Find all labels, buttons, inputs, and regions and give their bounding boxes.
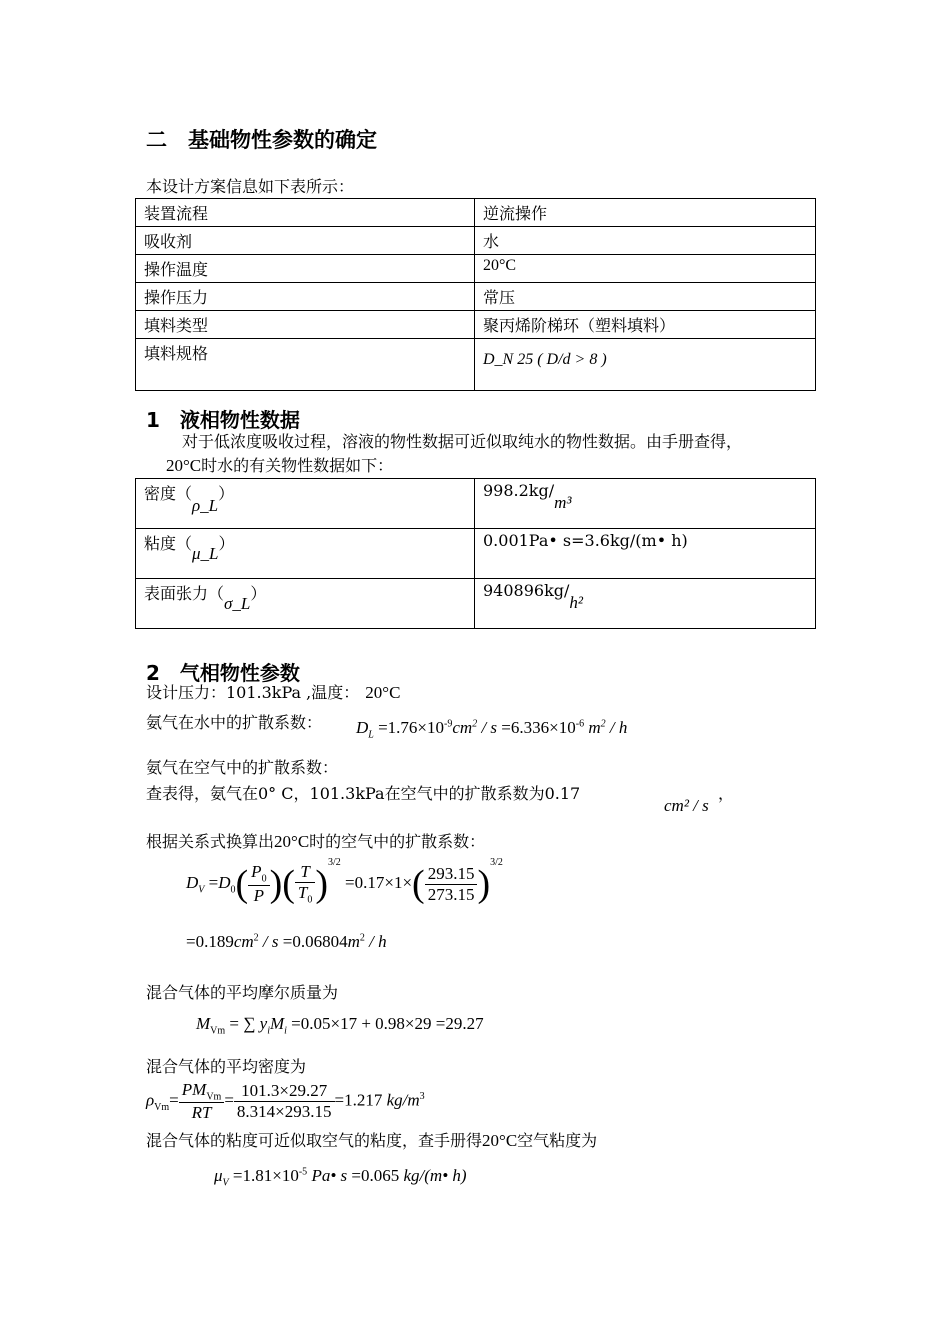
property-unit: m³	[554, 493, 572, 512]
dv-formula: $D_V =D_0$( $\frac{P_0}{P}$ )( $\frac{T}{T_0}$ )$^{3/2}$ =0.17×1×( $\frac{293.15}{273.15}$ )$^{3/2}$	[186, 857, 503, 906]
table-cell	[136, 529, 475, 579]
table-cell: 操作温度	[136, 255, 475, 283]
table-cell: 常压	[475, 283, 816, 311]
temperature: 20°C	[365, 683, 401, 702]
section-title: 二 基础物性参数的确定	[146, 128, 377, 152]
table-row	[136, 339, 816, 391]
lookup-unit: cm² / s	[664, 796, 709, 815]
temperature: 20°C	[482, 1131, 518, 1150]
density-label: 混合气体的平均密度为	[146, 1057, 307, 1076]
viscosity-text: 混合气体的粘度可近似取空气的粘度，查手册得	[146, 1131, 483, 1150]
table-cell: 聚丙烯阶梯环（塑料填料）	[475, 311, 816, 339]
lookup-line	[146, 783, 580, 805]
dv-result: $=0.189cm^2 / s =0.06804m^2 / h$	[186, 932, 387, 951]
temperature: 20°C	[166, 456, 202, 475]
density-formula: $\rho_{Vm}=$ $\frac{PM_{Vm}}{RT}$ = $\frac{101.3\times 29.27}{8.314\times 293.15}$ =1.217 $kg/m^3$	[146, 1080, 425, 1123]
table-cell	[136, 479, 475, 529]
diffusion-water-formula: $D_L =1.76\times 10^{-9}cm^2 / s =6.336\times 10^{-6}$ $m^2$ / h	[356, 718, 628, 741]
design-table	[135, 198, 816, 391]
table-cell	[136, 579, 475, 629]
liquid-paragraph: 对于低浓度吸收过程，溶液的物性数据可近似取纯水的物性数据。由手册查得，	[182, 432, 743, 451]
table-row	[136, 227, 816, 255]
property-label-close: ）	[218, 534, 235, 553]
density-symbol: ρ_L	[192, 496, 219, 515]
table-row	[136, 311, 816, 339]
lookup-text: 查表得，氨气在0° C，101.3kPa在空气中的扩散系数为0.17	[146, 784, 581, 803]
diffusion-air-label: 氨气在空气中的扩散系数：	[146, 758, 339, 777]
property-unit: h²	[569, 593, 584, 612]
liquid-paragraph-tail: 时水的有关物性数据如下：	[201, 456, 394, 475]
surface-tension-symbol: σ_L	[224, 594, 251, 613]
table-row	[136, 255, 816, 283]
mol-mass-label: 混合气体的平均摩尔质量为	[146, 983, 339, 1002]
design-pressure-line	[146, 682, 400, 704]
convert-text-tail: 时的空气中的扩散系数：	[309, 832, 486, 851]
property-label-close: ）	[218, 484, 235, 503]
table-cell: 填料类型	[136, 311, 475, 339]
table-cell: 水	[475, 227, 816, 255]
table-row	[136, 579, 816, 629]
table-row	[136, 479, 816, 529]
table-cell: 装置流程	[136, 199, 475, 227]
table-row	[136, 283, 816, 311]
table-cell: 20°C	[475, 255, 816, 283]
property-label: 粘度（	[144, 534, 193, 553]
temperature: 20°C	[274, 832, 310, 851]
intro-text: 本设计方案信息如下表所示：	[146, 177, 355, 196]
liquid-table	[135, 478, 816, 629]
design-pressure-text: 设计压力：101.3kPa ,温度：	[146, 683, 360, 702]
convert-line	[146, 831, 485, 853]
mol-mass-formula: $M_{Vm}$ = ∑ $y_iM_i =0.05\times 17 + 0.98\times 29 =29.27$	[196, 1014, 484, 1037]
lookup-tail: ，	[718, 784, 735, 803]
diffusion-water-label: 氨气在水中的扩散系数：	[146, 713, 323, 732]
property-label-close: ）	[250, 584, 267, 603]
table-row	[136, 199, 816, 227]
table-cell: 吸收剂	[136, 227, 475, 255]
convert-text: 根据关系式换算出	[146, 832, 275, 851]
property-label: 密度（	[144, 484, 193, 503]
viscosity-line	[146, 1130, 597, 1152]
property-value: 998.2kg/	[483, 481, 555, 500]
viscosity-formula: $\mu_V =1.81\times 10^{-5}$ Pa• s =0.065 kg/(m• h)	[214, 1166, 467, 1189]
gas-title: 2 气相物性参数	[146, 661, 300, 685]
table-cell: 0.001Pa• s=3.6kg/(m• h)	[475, 529, 816, 579]
table-cell: D_N 25 ( D/d > 8 )	[475, 339, 816, 391]
table-cell: 操作压力	[136, 283, 475, 311]
property-value: 940896kg/	[483, 581, 570, 600]
liquid-title: 1 液相物性数据	[146, 408, 300, 432]
table-cell	[475, 579, 816, 629]
property-label: 表面张力（	[144, 584, 225, 603]
table-cell: 逆流操作	[475, 199, 816, 227]
liquid-paragraph-2	[166, 455, 393, 477]
table-row	[136, 529, 816, 579]
table-cell: 填料规格	[136, 339, 475, 391]
viscosity-text-tail: 空气粘度为	[517, 1131, 598, 1150]
viscosity-symbol: μ_L	[192, 544, 219, 563]
table-cell	[475, 479, 816, 529]
